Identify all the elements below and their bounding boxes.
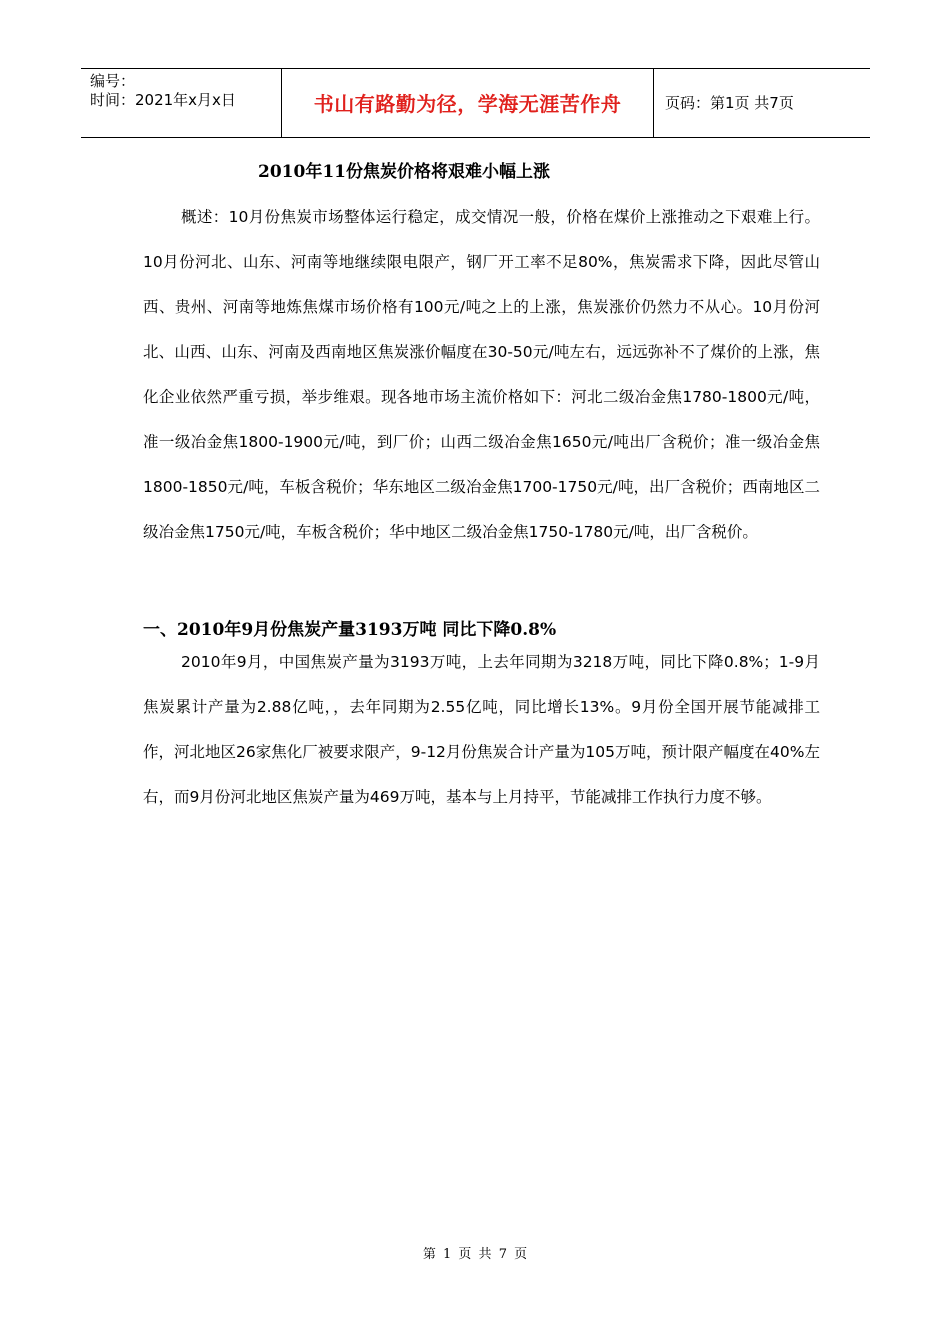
header-motto-cell [281,69,654,137]
page-header [81,68,870,138]
overview-paragraph: 概述：10月份焦炭市场整体运行稳定，成交情况一般，价格在煤价上涨推动之下艰难上行。10月份河北、山东、河南等地继续限电限产，钢厂开工率不足80%，焦炭需求下降，因此尽管山西、贵州、河南等地炼焦煤市场价格有100元/吨之上的上涨，焦炭涨价仍然力不从心。10月份河北、山西、山东、河南及西南地区焦炭涨价幅度在30-50元/吨左右，远远弥补不了煤价的上涨，焦化企业依然严重亏损，举步维艰。现各地市场主流价格如下：河北二级冶金焦1780-1800元/吨，准一级冶金焦1800-1900元/吨，到厂价；山西二级冶金焦1650元/吨出厂含税价；准一级冶金焦1800-1850元/吨，车板含税价；华东地区二级冶金焦1700-1750元/吨，出厂含税价；西南地区二级冶金焦1750元/吨，车板含税价；华中地区二级冶金焦1750-1780元/吨，出厂含税价。 [143,208,820,541]
doc-time-label: 时间：2021年x月x日 [90,91,236,109]
header-page-info: 页码：第1页 共7页 [665,94,794,112]
header-motto: 书山有路勤为径，学海无涯苦作舟 [313,92,622,116]
section-1-paragraph: 2010年9月，中国焦炭产量为3193万吨，上去年同期为3218万吨，同比下降0.8%；1-9月焦炭累计产量为2.88亿吨，，去年同期为2.55亿吨，同比增长13%。9月份全国开展节能减排工作，河北地区26家焦化厂被要求限产，9-12月份焦炭合计产量为105万吨，预计限产幅度在40%左右，而9月份河北地区焦炭产量为469万吨，基本与上月持平，节能减排工作执行力度不够。 [143,653,820,806]
header-left-cell [81,69,281,137]
page-footer: 第 1 页 共 7 页 [422,1247,528,1262]
section-1-heading: 一、2010年9月份焦炭产量3193万吨 同比下降0.8% [143,620,557,640]
document-title: 2010年11份焦炭价格将艰难小幅上涨 [258,162,550,182]
doc-number-label: 编号： [90,72,136,90]
header-page-cell [654,69,870,137]
